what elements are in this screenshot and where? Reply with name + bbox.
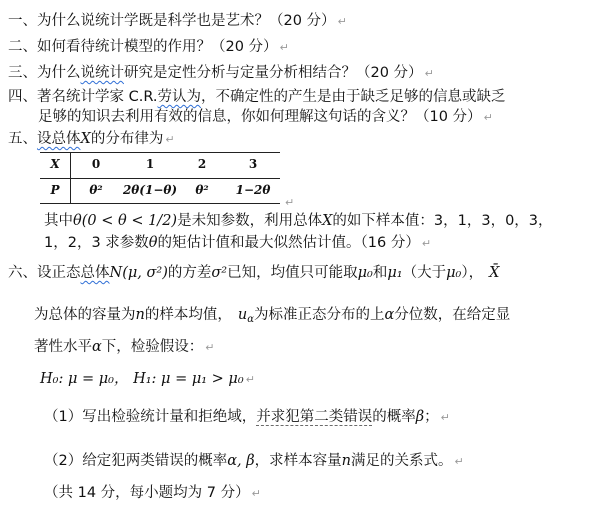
paragraph-mark-icon: ↵	[165, 133, 175, 146]
question-6-text-j: 分位数，在给定显	[394, 307, 511, 323]
question-5-text-c: 的如下样本值：3，1，3，0，3，	[332, 213, 553, 229]
question-6-text-c: 已知，均值只可能取	[227, 265, 358, 281]
question-5-line-2	[44, 212, 553, 230]
u-alpha-symbol: u	[237, 307, 248, 323]
subquestion-1-text-b: 的概率	[372, 409, 416, 425]
mu0-symbol: μ₀	[446, 265, 462, 281]
question-5-line-3	[44, 234, 431, 253]
question-3-text-a: 三、为什么	[8, 65, 81, 81]
table-header-cell: 3	[248, 157, 258, 171]
table-cell: 1−2θ	[235, 183, 271, 197]
total-score-note	[44, 484, 261, 503]
question-4-line-1	[8, 88, 506, 106]
table-mid-rule	[40, 178, 280, 179]
variance-symbol: σ²	[211, 265, 228, 281]
alpha-beta-symbols: α, β	[227, 453, 255, 469]
sample-mean-symbol: X̄	[489, 265, 500, 281]
paragraph-mark-icon: ↵	[245, 373, 255, 386]
paragraph-mark-icon: ↵	[421, 237, 432, 250]
question-3-spellcheck-word: 说统计	[80, 65, 124, 81]
table-row-p: P	[50, 183, 60, 197]
question-6-line-3	[34, 338, 215, 357]
paragraph-mark-icon: ↵	[483, 111, 493, 124]
subquestion-2	[44, 452, 464, 471]
question-6-text-b: 的方差	[167, 265, 212, 281]
variable-x: X	[322, 213, 333, 229]
question-2-text: 二、如何看待统计模型的作用？（20 分）	[8, 39, 278, 55]
question-3-text-b: 研究是定性分析与定量分析相结合？（20 分）	[124, 65, 423, 81]
paragraph-mark-icon: ↵	[251, 487, 261, 500]
table-bottom-rule	[40, 203, 280, 204]
table-cell: 2θ(1−θ)	[122, 183, 178, 197]
paragraph-mark-icon: ↵	[440, 411, 450, 424]
question-6-text-a: 六、设正态	[8, 265, 81, 281]
question-6-text-g: 为总体的容量为	[34, 307, 136, 323]
question-6-text-l: 下，检验假设：	[101, 339, 204, 355]
mu1-symbol: μ₁	[387, 265, 403, 281]
u-alpha-subscript: α	[247, 314, 254, 325]
paragraph-mark-icon: ↵	[205, 341, 215, 354]
alpha-symbol: α	[384, 307, 395, 323]
hypothesis-line	[40, 370, 255, 389]
sample-size-symbol: n	[341, 453, 351, 469]
subquestion-1-text-a: （1）写出检验统计量和拒绝域，	[44, 409, 257, 425]
variable-x: X	[80, 131, 91, 147]
paragraph-mark-icon: ↵	[424, 67, 434, 80]
hypothesis-formula: H₀: μ = μ₀， H₁: μ = μ₁ > μ₀	[40, 371, 244, 387]
question-4-text-b: ，不确定性的产生是由于缺乏足够的信息或缺乏	[201, 89, 506, 105]
question-6-line-1	[8, 264, 499, 282]
paragraph-mark-icon: ↵	[454, 455, 464, 468]
total-score-text: （共 14 分，每小题均为 7 分）	[44, 485, 250, 501]
question-6-line-2	[34, 306, 510, 329]
question-1	[8, 12, 347, 31]
question-6-text-f: ），	[461, 265, 484, 281]
question-6-text-d: 和	[372, 265, 388, 281]
table-cell: θ²	[89, 183, 103, 197]
alpha-symbol: α	[92, 339, 102, 355]
question-5-text-e: 的矩估计值和最大似然估计值。（16 分）	[157, 235, 420, 251]
question-1-text: 一、为什么说统计学既是科学也是艺术？（20 分）	[8, 13, 336, 29]
question-5-text-d: 1，2，3 求参数	[44, 235, 149, 251]
beta-symbol: β	[415, 409, 425, 425]
question-6-text-h: 的样本均值，	[144, 307, 232, 323]
paragraph-mark-icon: ↵	[279, 41, 289, 54]
question-2	[8, 38, 289, 57]
parameter-theta: θ	[148, 235, 158, 251]
paragraph-mark-icon: ↵	[337, 15, 347, 28]
question-5-text-a: 其中	[44, 213, 73, 229]
question-6-text-k: 著性水平	[34, 339, 92, 355]
question-6-spellcheck-word: 总体	[80, 265, 110, 281]
grammar-flagged-text: 并求犯第二类错误	[256, 409, 373, 425]
question-4-line-2	[38, 108, 493, 127]
question-5-number: 五、	[8, 131, 37, 147]
question-4-spellcheck-word: 劳认为	[157, 89, 202, 105]
question-5-line-1	[8, 130, 175, 149]
distribution-table	[40, 152, 280, 204]
table-header-x: X	[50, 157, 60, 171]
table-header-cell: 2	[197, 157, 207, 171]
subquestion-1-text-c: ；	[424, 409, 439, 425]
table-cell: θ²	[195, 183, 209, 197]
question-6-text-e: （大于	[402, 265, 447, 281]
subquestion-2-text-c: 满足的关系式。	[350, 453, 453, 469]
question-5-text: 的分布律为	[90, 131, 164, 147]
question-5-spellcheck-word: 设总体	[37, 131, 81, 147]
question-3	[8, 64, 434, 83]
subquestion-1	[44, 408, 450, 427]
mu0-symbol: μ₀	[357, 265, 373, 281]
parameter-condition: θ(0 < θ < 1/2)	[73, 213, 178, 229]
question-6-text-i: 为标准正态分布的上	[253, 307, 385, 323]
paragraph-mark-icon: ↵	[285, 196, 295, 209]
table-header-cell: 1	[145, 157, 155, 171]
subquestion-2-text-b: ，求样本容量	[254, 453, 342, 469]
question-4-text-a: 四、著名统计学家 C.R.	[8, 89, 158, 105]
table-top-rule	[40, 152, 280, 153]
subquestion-2-text-a: （2）给定犯两类错误的概率	[44, 453, 228, 469]
sample-size-symbol: n	[135, 307, 145, 323]
question-4-text-c: 足够的知识去利用有效的信息，你如何理解这句话的含义？（10 分）	[38, 109, 482, 125]
question-5-text-b: 是未知参数，利用总体	[177, 213, 323, 229]
normal-distribution: N(μ, σ²)	[109, 265, 168, 281]
table-header-cell: 0	[91, 157, 101, 171]
